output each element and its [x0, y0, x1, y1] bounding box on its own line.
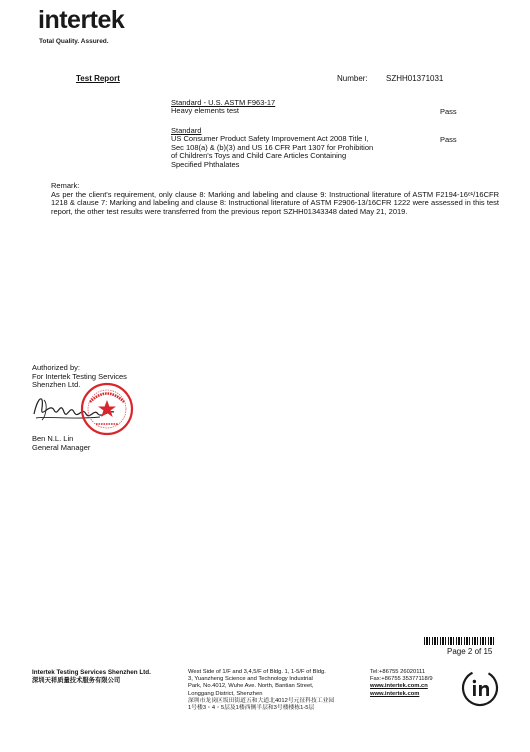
page-indicator: Page 2 of 15 — [447, 647, 493, 656]
logo-tagline: Total Quality. Assured. — [39, 38, 109, 45]
footer-address-line: 3, Yuanzheng Science and Technology Industrial — [188, 676, 313, 683]
remark-section — [51, 182, 499, 217]
report-number-value: SZHH01371031 — [386, 74, 444, 83]
remark-label: Remark: — [51, 181, 80, 190]
footer-fax: Fax:+86755 35377118/9 — [370, 676, 433, 683]
intertek-circle-logo-icon — [460, 668, 500, 708]
signer-block — [32, 435, 90, 452]
remark-text: As per the client's requirement, only clause 8: Marking and labeling and clause 9: Instructional literature of ASTM F2194-16ᵉ¹/16CFR 1218 & clause 7: Marking and labeling and clause 8: Instructional literature of ASTM F2906-13/16CFR 1222 were assessed in this test report, the other test results were transferred from the previous report SZHH01343348 dated May 21, 2019. — [51, 189, 499, 217]
standard-result: Pass — [440, 135, 457, 144]
footer-address-line: West Side of 1/F and 3,4,5/F of Bldg. 1, 1-5/F of Bldg. — [188, 669, 326, 675]
standard-block-1 — [171, 98, 275, 116]
standard-line: Sec 108(a) & (b)(3) and US 16 CFR Part 1307 for Prohibition — [171, 142, 374, 152]
footer-contact — [370, 669, 433, 698]
footer-company-cn: 深圳天祥质量技术服务有限公司 — [32, 677, 121, 684]
signer-name: Ben N.L. Lin — [32, 434, 74, 443]
report-number-label: Number: — [337, 74, 368, 83]
standard-result: Pass — [440, 107, 457, 116]
barcode — [424, 637, 496, 645]
footer-company-en: Intertek Testing Services Shenzhen Ltd. — [32, 669, 151, 676]
footer-website[interactable]: www.intertek.com — [370, 690, 420, 697]
footer-company — [32, 669, 151, 685]
standard-title: Standard - U.S. ASTM F963-17 — [171, 98, 276, 107]
standard-line: Heavy elements test — [171, 106, 239, 115]
footer-tel: Tel:+86755 26020111 — [370, 669, 426, 675]
report-title: Test Report — [76, 74, 120, 83]
footer-address-line: Park, No.4012, Wuhe Ave. North, Bantian Street, — [188, 683, 314, 690]
footer-address — [188, 669, 360, 712]
authorized-company-line: For Intertek Testing Services — [32, 371, 127, 381]
footer-address-line: 深圳市龙岗区坂田街道五和大道北4012号元征科技工业园 — [188, 697, 335, 704]
footer-address-line: Longgang District, Shenzhen — [188, 690, 263, 697]
intertek-logo: intertek — [38, 6, 125, 34]
authorized-company-line: Shenzhen Ltd. — [32, 380, 81, 390]
standard-block-2 — [171, 126, 373, 170]
standard-line: US Consumer Product Safety Improvement Act 2008 Title I, — [171, 134, 369, 143]
signer-title: General Manager — [32, 442, 91, 452]
company-seal — [80, 382, 134, 436]
authorized-by-label: Authorized by: — [32, 363, 80, 372]
standard-title: Standard — [171, 126, 202, 135]
standard-line: Specified Phthalates — [171, 160, 240, 170]
footer-website-cn[interactable]: www.intertek.com.cn — [370, 683, 428, 690]
footer-address-line: 1号楼3・4・5层及1楼西侧半层和3号楼楼栋1-5层 — [188, 705, 315, 712]
standard-line: of Children's Toys and Child Care Articles Containing — [171, 151, 347, 161]
